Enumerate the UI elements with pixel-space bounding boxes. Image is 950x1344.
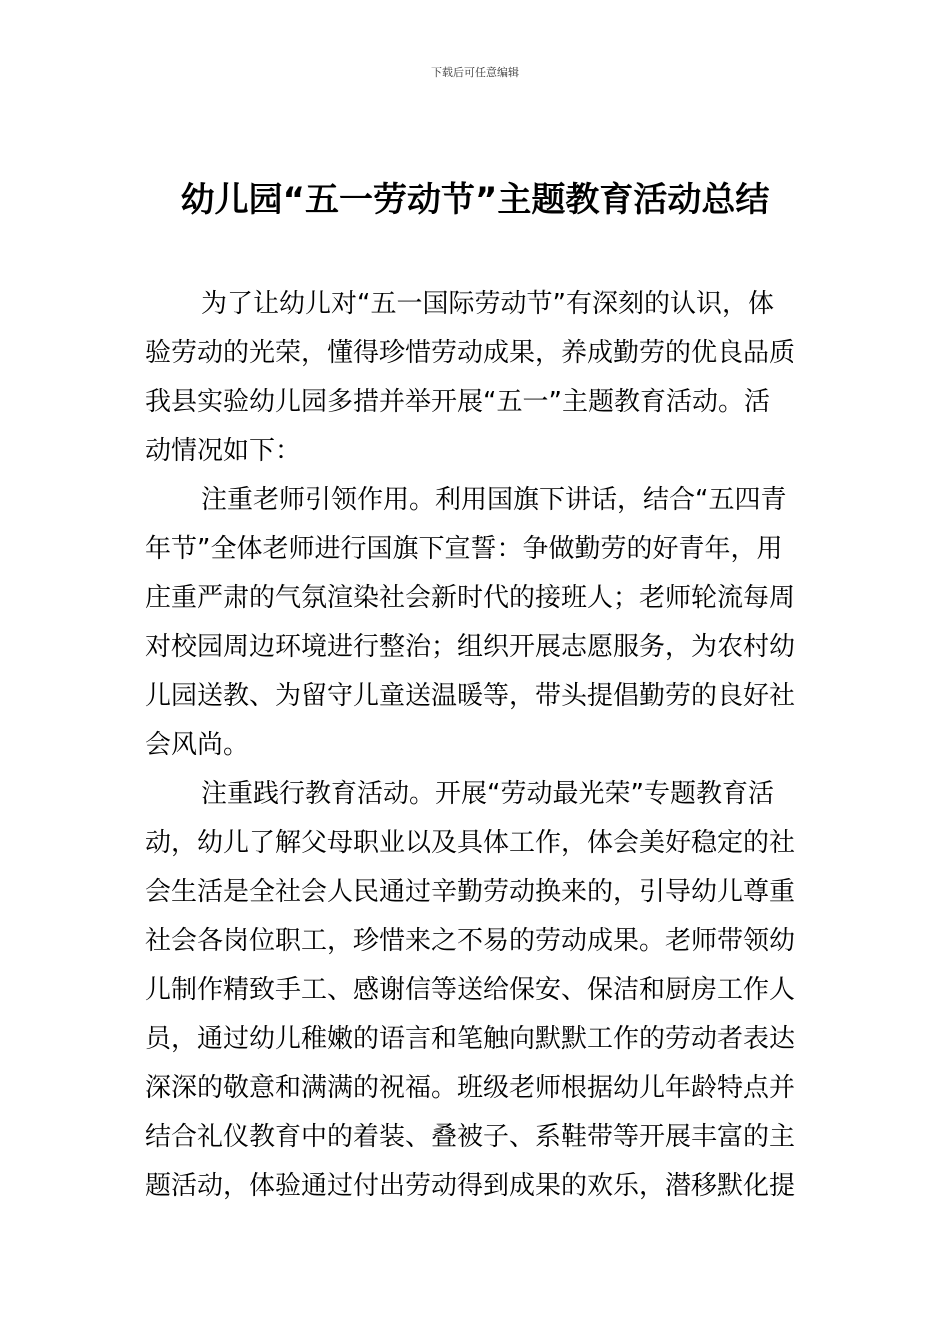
paragraph-1-line-2: 验劳动的光荣，懂得珍惜劳动成果，养成勤劳的优良品质 [145,338,796,368]
paragraph-3-line-6: 员，通过幼儿稚嫩的语言和笔触向默默工作的劳动者表达 [145,1024,796,1054]
paragraph-2-line-4: 对校园周边环境进行整治；组织开展志愿服务，为农村幼 [145,632,796,662]
paragraph-2-line-1: 注重老师引领作用。利用国旗下讲话，结合“五四青 [201,485,787,515]
paragraph-1-line-3: 我县实验幼儿园多措并举开展“五一”主题教育活动。活 [145,387,770,417]
paragraph-1-line-4: 动情况如下： [145,436,302,466]
paragraph-2-line-5: 儿园送教、为留守儿童送温暖等，带头提倡勤劳的良好社 [145,681,796,711]
paragraph-3-line-8: 结合礼仪教育中的着装、叠被子、系鞋带等开展丰富的主 [145,1122,796,1152]
paragraph-3-line-3: 会生活是全社会人民通过辛勤劳动换来的，引导幼儿尊重 [145,877,796,907]
header-note: 下载后可任意编辑 [431,66,519,79]
document-body [145,280,805,1211]
paragraph-3-line-5: 儿制作精致手工、感谢信等送给保安、保洁和厨房工作人 [145,975,796,1005]
paragraph-3-line-1: 注重践行教育活动。开展“劳动最光荣”专题教育活 [201,779,774,809]
paragraph-3-line-7: 深深的敬意和满满的祝福。班级老师根据幼儿年龄特点并 [145,1073,796,1103]
paragraph-3-line-4: 社会各岗位职工，珍惜来之不易的劳动成果。老师带领幼 [145,926,796,956]
paragraph-3-line-2: 动，幼儿了解父母职业以及具体工作，体会美好稳定的社 [145,828,796,858]
paragraph-3-line-9: 题活动，体验通过付出劳动得到成果的欢乐，潜移默化提 [145,1171,796,1201]
paragraph-1-line-1: 为了让幼儿对“五一国际劳动节”有深刻的认识，体 [201,289,774,319]
paragraph-2-line-2: 年节”全体老师进行国旗下宣誓：争做勤劳的好青年，用 [145,534,783,564]
document-title: 幼儿园“五一劳动节”主题教育活动总结 [180,180,770,220]
paragraph-2-line-6: 会风尚。 [145,730,250,760]
paragraph-2-line-3: 庄重严肃的气氛渲染社会新时代的接班人；老师轮流每周 [145,583,796,613]
